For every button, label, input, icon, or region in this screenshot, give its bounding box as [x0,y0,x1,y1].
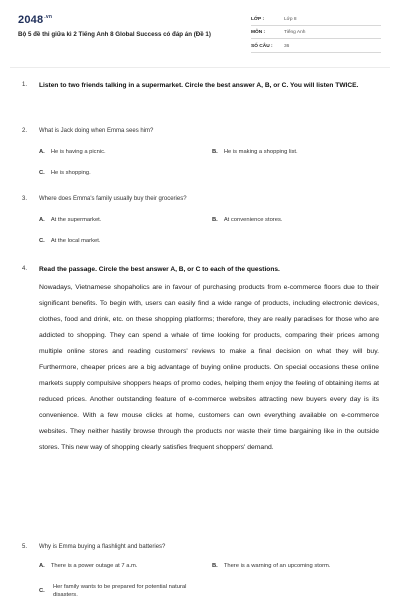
option-text: There is a power outage at 7 a.m. [50,563,138,569]
question-text: Read the passage. Circle the best answer A, B, or C to each of the questions. [39,266,280,273]
option-letter: B. [212,149,218,155]
question-number: 2. [22,128,28,134]
question-number: 3. [22,196,28,202]
option-text: At the local market. [50,238,101,244]
site-logo[interactable] [18,14,52,26]
option-letter: A. [39,217,45,223]
meta-value: Tiếng Anh [284,30,306,35]
option-text: He is shopping. [50,170,91,176]
header-divider [10,67,390,68]
answer-option-c[interactable] [39,583,189,599]
answer-option-b[interactable] [212,563,330,569]
option-letter: C. [39,238,45,244]
meta-row-count [251,43,381,53]
option-text: There is a warning of an upcoming storm. [223,563,331,569]
question-text: Where does Emma's family usually buy their groceries? [39,196,187,202]
meta-value: 36 [284,44,290,49]
answer-option-c[interactable] [39,238,100,244]
option-text: At the supermarket. [50,217,102,223]
option-text: He is making a shopping list. [223,149,298,155]
document-title: Bộ 5 đề thi giữa kì 2 Tiếng Anh 8 Global Success có đáp án (Đề 1) [18,31,211,38]
answer-option-a[interactable] [39,217,101,223]
option-letter: A. [39,149,45,155]
reading-passage: Nowadays, Vietnamese shopaholics are in favour of purchasing products from e-commerce floors due to their significant benefits. To begin with, users can easily find a wide range of products, including electronic devices, clothes, food and drink, etc. on these shopping platforms; therefore, they are really paradises for those who are addicted to shopping. They can spend a whale of time looking for products, comparing their prices among multiple online stores and reading customers' reviews to make a final decision on what they will buy. Furthermore, cheaper prices are a big advantage of buying online products. On special occasions these online markets supply compulsive shoppers heaps of promo codes, helping them enjoy the feeling of obtaining items at reduced prices. Another outstanding feature of e-commerce websites attracting new buyers every day is its convenience. With a few mouse clicks at home, customers can own everything available on e-commerce websites. They neither hastily browse through the products nor waste their time bargaining like in the outside stores. This new way of shopping clearly satisfies frequent shoppers' demand. [39,284,379,451]
question-number: 4. [22,266,28,272]
question-text: What is Jack doing when Emma sees him? [39,128,154,134]
question-number: 1. [22,82,28,88]
answer-option-b[interactable] [212,217,282,223]
meta-row-subject [251,29,381,39]
document-header [0,0,400,62]
option-letter: C. [39,170,45,176]
question-text: Listen to two friends talking in a supermarket. Circle the best answer A, B, or C. You will listen TWICE. [39,82,359,89]
answer-option-b[interactable] [212,149,298,155]
answer-option-a[interactable] [39,563,138,569]
question-text: Why is Emma buying a flashlight and batteries? [39,544,166,550]
meta-row-class [251,16,381,26]
option-text: He is having a picnic. [50,149,106,155]
meta-value: Lớp 8 [284,17,297,22]
option-text: At convenience stores. [223,217,283,223]
answer-option-c[interactable] [39,170,91,176]
option-letter: C. [39,588,45,594]
meta-key: LỚP : [251,17,265,22]
option-text: Her family wants to be prepared for potential natural disasters. [53,584,187,598]
logo-suffix: .vn [44,14,53,20]
meta-key: MÔN : [251,30,266,35]
meta-key: SỐ CÂU : [251,44,273,49]
logo-text: 2048 [18,14,44,26]
answer-option-a[interactable] [39,149,106,155]
option-letter: A. [39,563,45,569]
option-letter: B. [212,563,218,569]
option-letter: B. [212,217,218,223]
question-number: 5. [22,544,28,550]
